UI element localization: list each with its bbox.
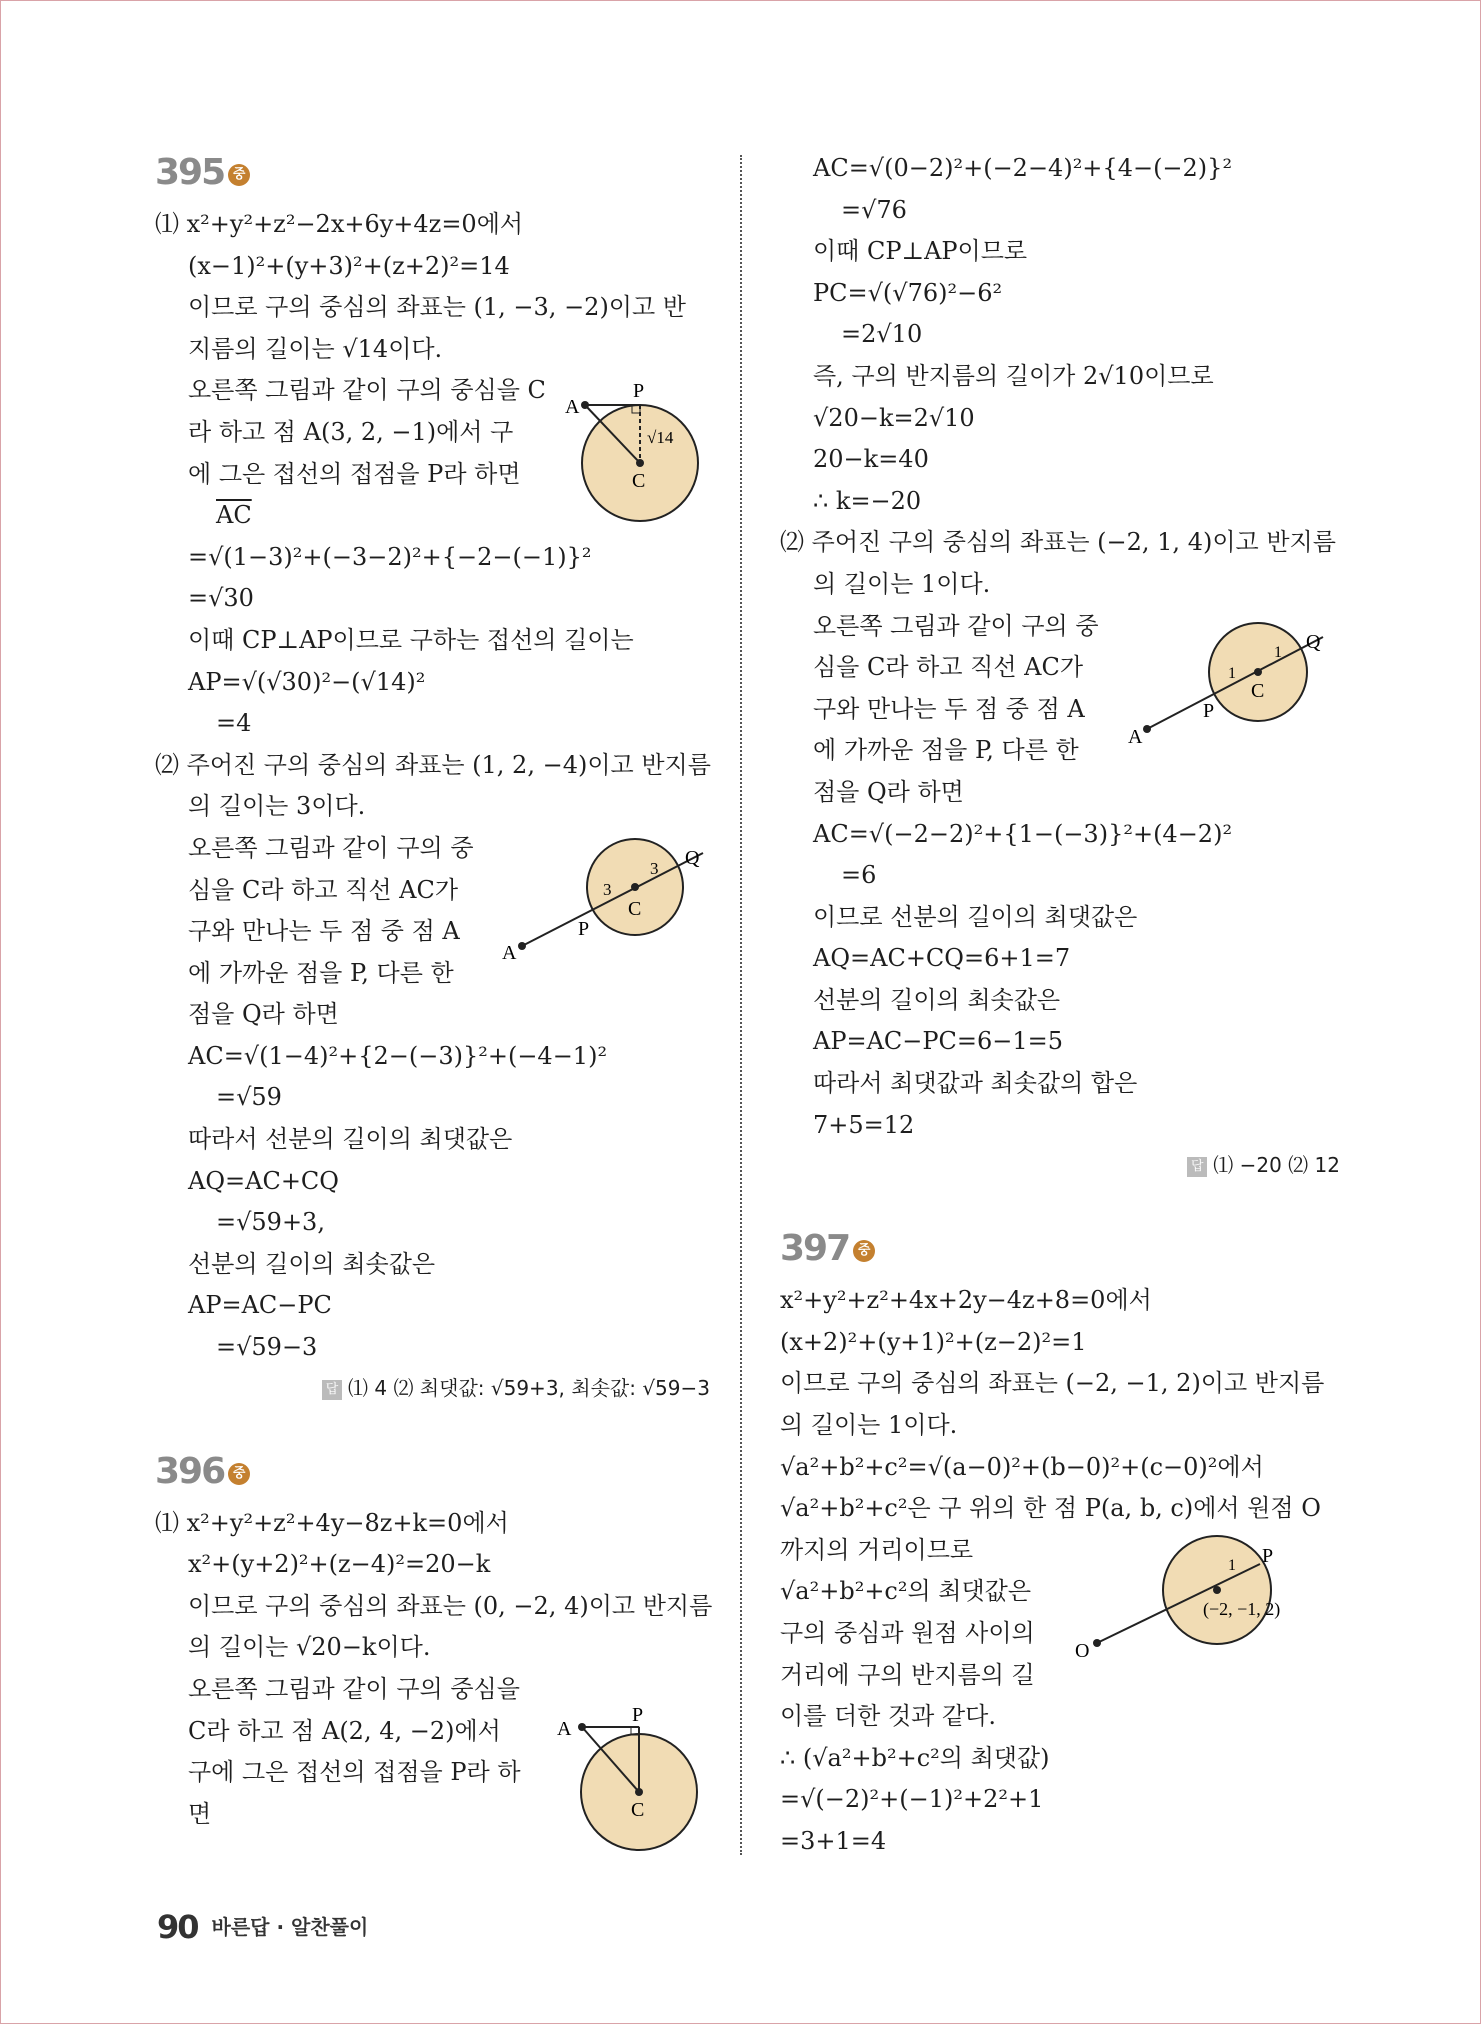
solution-line: AP=AC−PC=6−1=5: [813, 1027, 1064, 1056]
point-P-label: P: [578, 918, 590, 940]
solution-line: 점을 Q라 하면: [188, 1000, 339, 1029]
point-A-label: A: [565, 396, 580, 418]
radius-label: 1: [1228, 665, 1236, 682]
solution-line: =3+1=4: [780, 1826, 887, 1855]
solution-line: 면: [188, 1799, 212, 1828]
solution-line: AC=√(1−4)²+{2−(−3)}²+(−4−1)²: [188, 1041, 608, 1070]
solution-line: 점을 Q라 하면: [813, 777, 964, 806]
figure-396-1-tangent: [555, 1705, 710, 1855]
solution-line: 구의 중심과 원점 사이의: [780, 1619, 1035, 1647]
solution-line: 오른쪽 그림과 같이 구의 중심을: [188, 1675, 520, 1703]
answer-line: [780, 1146, 1340, 1184]
point-C-label: C: [632, 470, 646, 492]
point-P-label: P: [1262, 1545, 1274, 1567]
solution-line: √a²+b²+c²은 구 위의 한 점 P(a, b, c)에서 원점 O: [780, 1494, 1321, 1523]
point-A-label: A: [502, 942, 517, 964]
answer-icon: 답: [322, 1380, 342, 1400]
answer-text: ⑴ −20 ⑵ 12: [1213, 1153, 1340, 1178]
column-divider: [740, 155, 742, 1855]
solution-line: 이를 더한 것과 같다.: [780, 1702, 996, 1731]
figure-395-2-line-through-sphere: [500, 835, 715, 965]
solution-line: =4: [216, 709, 252, 738]
point-A-label: A: [557, 1718, 572, 1740]
radius-label: 3: [603, 880, 612, 899]
point-P-label: P: [632, 1705, 644, 1726]
point-C-label: C: [1251, 680, 1265, 702]
page-footer: [157, 1908, 368, 1946]
solution-line: 7+5=12: [813, 1110, 915, 1139]
figure-397-distance-to-origin: [1070, 1530, 1330, 1665]
solution-line: =6: [841, 861, 877, 890]
solution-line: =√76: [841, 195, 907, 224]
solution-line: 구와 만나는 두 점 중 점 A: [188, 917, 460, 946]
solution-line: 의 길이는 3이다.: [188, 792, 366, 821]
solution-line: AQ=AC+CQ: [188, 1166, 339, 1195]
radius-label: √14: [647, 428, 674, 447]
problem-number: 397: [780, 1228, 850, 1270]
solution-line: 심을 C라 하고 직선 AC가: [813, 653, 1084, 682]
solution-line: =√59−3: [216, 1333, 318, 1362]
solution-line: AP=AC−PC: [188, 1291, 332, 1320]
solution-line: ⑴ x²+y²+z²+4y−8z+k=0에서: [155, 1508, 509, 1537]
solution-line: =√59+3,: [216, 1208, 325, 1237]
answer-line: [155, 1369, 710, 1407]
solution-line: AC=√(−2−2)²+{1−(−3)}²+(4−2)²: [813, 819, 1233, 848]
solution-line: 선분의 길이의 최솟값은: [813, 985, 1061, 1014]
point-C-label: C: [631, 1799, 645, 1821]
solution-line: 구와 만나는 두 점 중 점 A: [813, 694, 1085, 723]
solution-line: 20−k=40: [813, 445, 929, 474]
point-A-label: A: [1128, 726, 1143, 748]
point-C-label: C: [628, 898, 642, 920]
solution-line: $\overline{AC}$: [216, 501, 252, 530]
solution-line: 이므로 구의 중심의 좌표는 (−2, −1, 2)이고 반지름: [780, 1369, 1325, 1398]
problem-397-header: [780, 1228, 1340, 1276]
solution-line: =√(−2)²+(−1)²+2²+1: [780, 1785, 1044, 1814]
solution-line: 의 길이는 1이다.: [813, 569, 991, 598]
problem-395-header: [155, 152, 710, 200]
solution-line: 에 가까운 점을 P, 다른 한: [813, 736, 1079, 765]
point-Q-label: Q: [1306, 631, 1321, 653]
solution-line: 까지의 거리이므로: [780, 1535, 974, 1564]
difficulty-badge: 중: [228, 1463, 250, 1485]
point-P-label: P: [1203, 700, 1215, 722]
answer-text: ⑴ 4 ⑵ 최댓값: √59+3, 최솟값: √59−3: [348, 1375, 710, 1400]
center-coordinate-label: (−2, −1, 2): [1203, 1599, 1281, 1619]
problem-396-header: [155, 1451, 710, 1499]
solution-line: ∴ (√a²+b²+c²의 최댓값): [780, 1743, 1050, 1772]
solution-line: 따라서 최댓값과 최솟값의 합은: [813, 1069, 1138, 1098]
solution-line: 이므로 선분의 길이의 최댓값은: [813, 902, 1138, 931]
solution-line: 이므로 구의 중심의 좌표는 (1, −3, −2)이고 반: [188, 293, 686, 322]
solution-line: 이때 CP⊥AP이므로 구하는 접선의 길이는: [188, 625, 634, 654]
problem-number: 395: [155, 152, 225, 193]
solution-line: x²+y²+z²+4x+2y−4z+8=0에서: [780, 1286, 1152, 1315]
point-Q-label: Q: [685, 847, 700, 869]
solution-line: =2√10: [841, 320, 923, 349]
difficulty-badge: 중: [228, 164, 250, 186]
point-O-label: O: [1075, 1640, 1090, 1662]
solution-line: x²+(y+2)²+(z−4)²=20−k: [188, 1550, 491, 1579]
solution-line: =√59: [216, 1083, 282, 1112]
solution-line: 즉, 구의 반지름의 길이가 2√10이므로: [813, 361, 1214, 390]
solution-line: (x+2)²+(y+1)²+(z−2)²=1: [780, 1327, 1087, 1356]
solution-line: 구에 그은 접선의 접점을 P라 하: [188, 1758, 521, 1787]
solution-line: 의 길이는 √20−k이다.: [188, 1633, 431, 1662]
figure-396-2-line-through-sphere: [1125, 620, 1340, 750]
solution-line: =√30: [188, 584, 254, 613]
solution-line: AQ=AC+CQ=6+1=7: [813, 944, 1071, 973]
page-number: 90: [157, 1908, 198, 1946]
solution-line: 오른쪽 그림과 같이 구의 중: [813, 611, 1099, 640]
solution-line: 이때 CP⊥AP이므로: [813, 237, 1028, 266]
solution-line: PC=√(√76)²−6²: [813, 278, 1003, 307]
radius-label: 3: [650, 859, 659, 878]
point-P-label: P: [633, 380, 645, 402]
solution-line: AC=√(0−2)²+(−2−4)²+{4−(−2)}²: [813, 154, 1233, 182]
solution-line: ⑵ 주어진 구의 중심의 좌표는 (1, 2, −4)이고 반지름: [155, 750, 711, 779]
radius-label: 1: [1274, 644, 1282, 661]
difficulty-badge: 중: [853, 1240, 875, 1262]
problem-number: 396: [155, 1450, 225, 1492]
solution-line: (x−1)²+(y+3)²+(z+2)²=14: [188, 251, 510, 280]
solution-line: √20−k=2√10: [813, 403, 975, 432]
solution-line: 이므로 구의 중심의 좌표는 (0, −2, 4)이고 반지름: [188, 1591, 713, 1620]
solution-line: ⑵ 주어진 구의 중심의 좌표는 (−2, 1, 4)이고 반지름: [780, 528, 1336, 557]
solution-line: √a²+b²+c²=√(a−0)²+(b−0)²+(c−0)²에서: [780, 1452, 1264, 1481]
solution-line: 오른쪽 그림과 같이 구의 중: [188, 833, 474, 862]
solution-line: 심을 C라 하고 직선 AC가: [188, 875, 459, 904]
solution-line: 선분의 길이의 최솟값은: [188, 1249, 436, 1278]
book-title: 바른답 · 알찬풀이: [211, 1915, 369, 1939]
figure-395-1-tangent: [560, 375, 710, 525]
solution-line: ∴ k=−20: [813, 486, 922, 515]
solution-line: 의 길이는 1이다.: [780, 1411, 958, 1440]
solution-line: C라 하고 점 A(2, 4, −2)에서: [188, 1716, 501, 1745]
solution-line: 따라서 선분의 길이의 최댓값은: [188, 1125, 513, 1154]
solution-line: 에 가까운 점을 P, 다른 한: [188, 958, 454, 987]
solution-line: 라 하고 점 A(3, 2, −1)에서 구: [188, 417, 514, 446]
answer-icon: 답: [1187, 1157, 1207, 1177]
radius-label: 1: [1228, 1557, 1236, 1574]
solution-line: 지름의 길이는 √14이다.: [188, 334, 443, 363]
solution-line: √a²+b²+c²의 최댓값은: [780, 1577, 1032, 1606]
solution-line: 거리에 구의 반지름의 길: [780, 1660, 1035, 1689]
solution-line: =√(1−3)²+(−3−2)²+{−2−(−1)}²: [188, 542, 592, 571]
solution-line: 오른쪽 그림과 같이 구의 중심을 C: [188, 376, 546, 405]
solution-line: 에 그은 접선의 접점을 P라 하면: [188, 459, 521, 488]
solution-line: ⑴ x²+y²+z²−2x+6y+4z=0에서: [155, 210, 524, 238]
solution-line: AP=√(√30)²−(√14)²: [188, 667, 426, 696]
